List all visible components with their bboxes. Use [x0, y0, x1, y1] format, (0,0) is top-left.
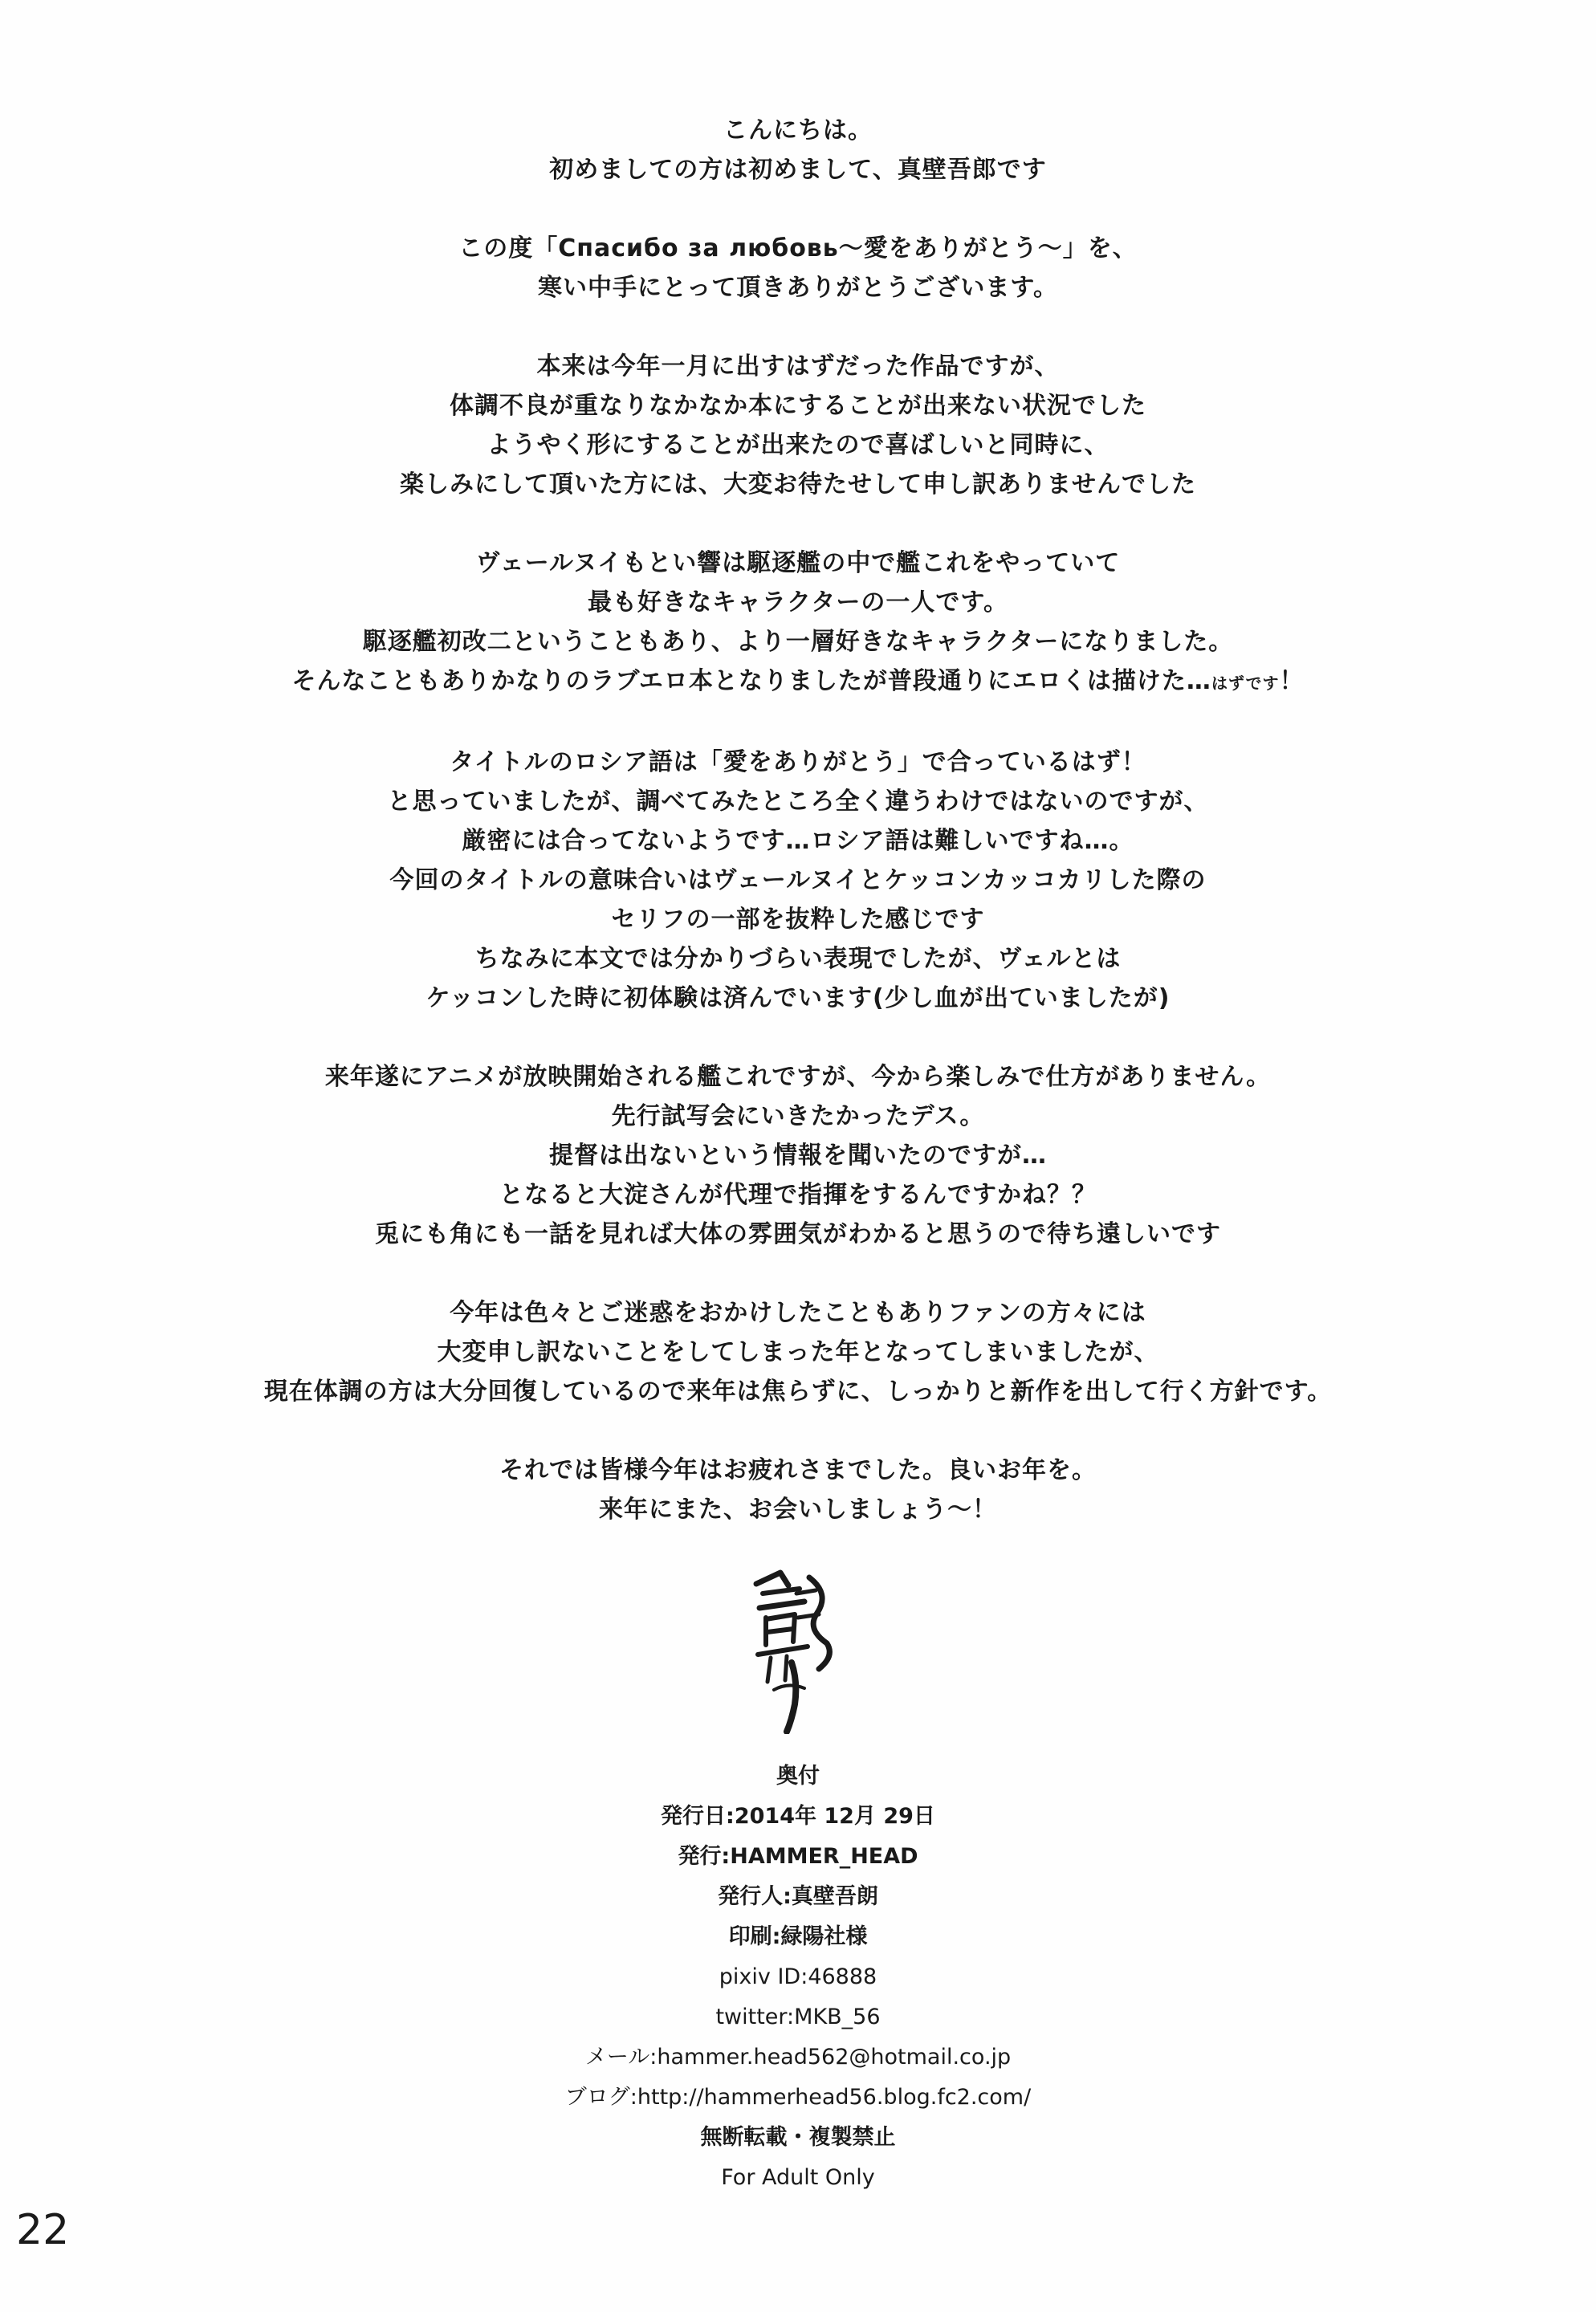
text-line: 駆逐艦初改二ということもあり、より一層好きなキャラクターになりました。 — [362, 628, 1234, 656]
paragraph-farewell — [0, 1451, 1596, 1529]
colophon-date: 発行日:2014年 12月 29日 — [661, 1804, 935, 1829]
colophon-pixiv: pixiv ID:46888 — [719, 1964, 877, 1989]
page-number: 22 — [16, 2206, 70, 2254]
colophon-rating: For Adult Only — [721, 2165, 875, 2190]
text-line: 今年は色々とご迷惑をおかけしたこともありファンの方々には — [450, 1299, 1146, 1327]
text-line: 今回のタイトルの意味合いはヴェールヌイとケッコンカッコカリした際の — [389, 866, 1207, 894]
text-line: そんなこともありかなりのラブエロ本となりましたが普段通りにエロくは描けた… — [291, 667, 1211, 695]
text-line: 先行試写会にいきたかったデス。 — [611, 1102, 985, 1130]
text-line: ヴェールヌイもとい響は駆逐艦の中で艦これをやっていて — [475, 549, 1121, 577]
paragraph-thanks — [0, 229, 1596, 307]
paragraph-greeting — [0, 111, 1596, 189]
text-line: この度「Спасибо за любовь～愛をありがとう～」を、 — [458, 234, 1138, 263]
text-line: 本来は今年一月に出すはずだった作品ですが、 — [536, 352, 1060, 381]
paragraph-apology — [0, 1293, 1596, 1411]
colophon-printer: 印刷:緑陽社様 — [728, 1924, 868, 1949]
colophon-issuer: 発行人:真壁吾朗 — [718, 1884, 878, 1909]
text-line: ちなみに本文では分かりづらい表現でしたが、ヴェルとは — [474, 945, 1122, 973]
afterword-letter — [0, 111, 1596, 1569]
text-line: ようやく形にすることが出来たので喜ばしいと同時に、 — [487, 431, 1109, 459]
text-line: 寒い中手にとって頂きありがとうございます。 — [538, 274, 1058, 302]
text-line: 提督は出ないという情報を聞いたのですが… — [549, 1142, 1047, 1170]
paragraph-character — [0, 543, 1596, 703]
colophon-heading: 奥付 — [776, 1764, 820, 1789]
text-line: タイトルのロシア語は「愛をありがとう」で合っているはず！ — [450, 748, 1146, 776]
text-line: こんにちは。 — [723, 116, 873, 144]
colophon-publisher: 発行:HAMMER_HEAD — [678, 1844, 918, 1869]
text-line: 現在体調の方は大分回復しているので来年は焦らずに、しっかりと新作を出して行く方針です。 — [263, 1378, 1333, 1406]
exclamation: ！ — [1279, 667, 1305, 695]
text-line: 最も好きなキャラクターの一人です。 — [588, 588, 1008, 617]
text-line: それでは皆様今年はお疲れさまでした。良いお年を。 — [499, 1456, 1097, 1484]
text-line: セリフの一部を抜粋した感じです — [611, 906, 985, 934]
text-line: 来年にまた、お会いしましょう～！ — [599, 1496, 997, 1524]
text-line: となると大淀さんが代理で指揮をするんですかね？？ — [499, 1181, 1097, 1209]
paragraph-delay — [0, 347, 1596, 504]
text-line: 兎にも角にも一話を見れば大体の雰囲気がわかると思うので待ち遠しいです — [375, 1220, 1221, 1248]
text-line: ケッコンした時に初体験は済んでいます(少し血が出ていましたが) — [425, 984, 1171, 1012]
text-line: 楽しみにして頂いた方には、大変お待たせして申し訳ありませんでした — [400, 470, 1196, 499]
colophon-twitter: twitter:MKB_56 — [715, 2005, 881, 2029]
text-line: 来年遂にアニメが放映開始される艦これですが、今から楽しみで仕方がありません。 — [324, 1063, 1272, 1091]
colophon-blog: ブログ:http://hammerhead56.blog.fc2.com/ — [564, 2085, 1032, 2110]
colophon-notice: 無断転載・複製禁止 — [700, 2125, 896, 2150]
signature-seal-icon — [742, 1561, 838, 1734]
text-line: と思っていましたが、調べてみたところ全く違うわけではないのですが、 — [387, 788, 1209, 816]
paragraph-title-meaning — [0, 743, 1596, 1018]
colophon-email: メール:hammer.head562@hotmail.co.jp — [584, 2045, 1012, 2070]
text-line: 初めましての方は初めまして、真壁吾郎です — [549, 156, 1047, 184]
text-line: 厳密には合ってないようです…ロシア語は難しいですね…。 — [462, 827, 1134, 855]
text-line: 体調不良が重なりなかなか本にすることが出来ない状況でした — [450, 392, 1146, 420]
text-line: 大変申し訳ないことをしてしまった年となってしまいましたが、 — [437, 1338, 1159, 1366]
colophon — [0, 1756, 1596, 2198]
paragraph-anime — [0, 1057, 1596, 1254]
small-aside: はずです — [1211, 674, 1280, 693]
text-line-with-aside — [0, 661, 1596, 703]
